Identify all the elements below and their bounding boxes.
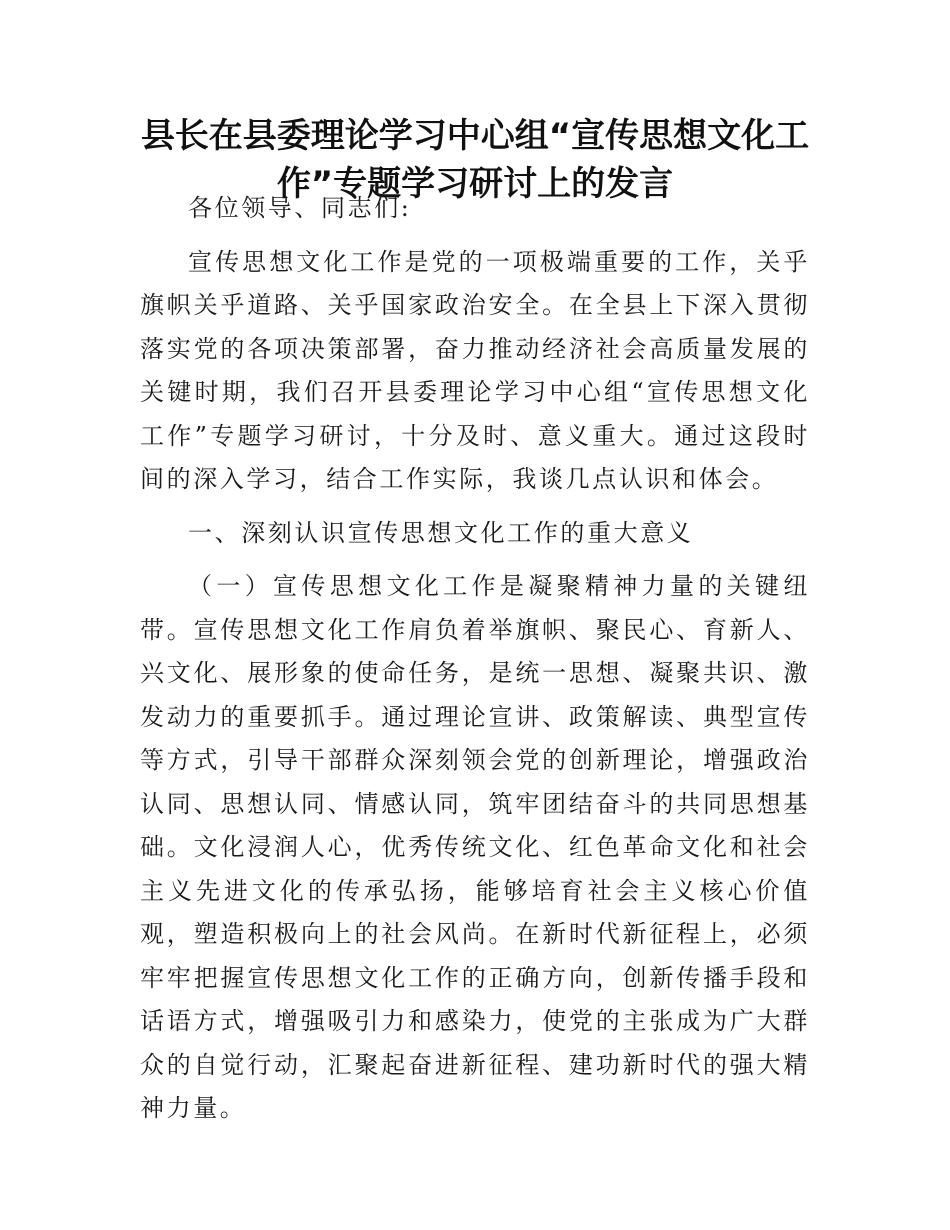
document-title: 县长在县委理论学习中心组“宣传思想文化工作”专题学习研讨上的发言	[140, 116, 810, 204]
subsection-paragraph: （一）宣传思想文化工作是凝聚精神力量的关键纽带。宣传思想文化工作肩负着举旗帜、聚民心、育新人、兴文化、展形象的使命任务，是统一思想、凝聚共识、激发动力的重要抓手。通过理论宣讲、政策解读、典型宣传等方式，引导干部群众深刻领会党的创新理论，增强政治认同、思想认同、情感认同，筑牢团结奋斗的共同思想基础。文化浸润人心，优秀传统文化、红色革命文化和社会主义先进文化的传承弘扬，能够培育社会主义核心价值观，塑造积极向上的社会风尚。在新时代新征程上，必须牢牢把握宣传思想文化工作的正确方向，创新传播手段和话语方式，增强吸引力和感染力，使党的主张成为广大群众的自觉行动，汇聚起奋进新征程、建功新时代的强大精神力量。	[140, 572, 810, 1122]
document-body	[140, 187, 810, 1141]
section-heading: 一、深刻认识宣传思想文化工作的重大意义	[188, 518, 694, 547]
salutation: 各位领导、同志们:	[188, 194, 412, 222]
intro-paragraph: 宣传思想文化工作是党的一项极端重要的工作，关乎旗帜关乎道路、关乎国家政治安全。在全县上下深入贯彻落实党的各项决策部署，奋力推动经济社会高质量发展的关键时期，我们召开县委理论学习中心组“宣传思想文化工作”专题学习研讨，十分及时、意义重大。通过这段时间的深入学习，结合工作实际，我谈几点认识和体会。	[140, 247, 810, 493]
